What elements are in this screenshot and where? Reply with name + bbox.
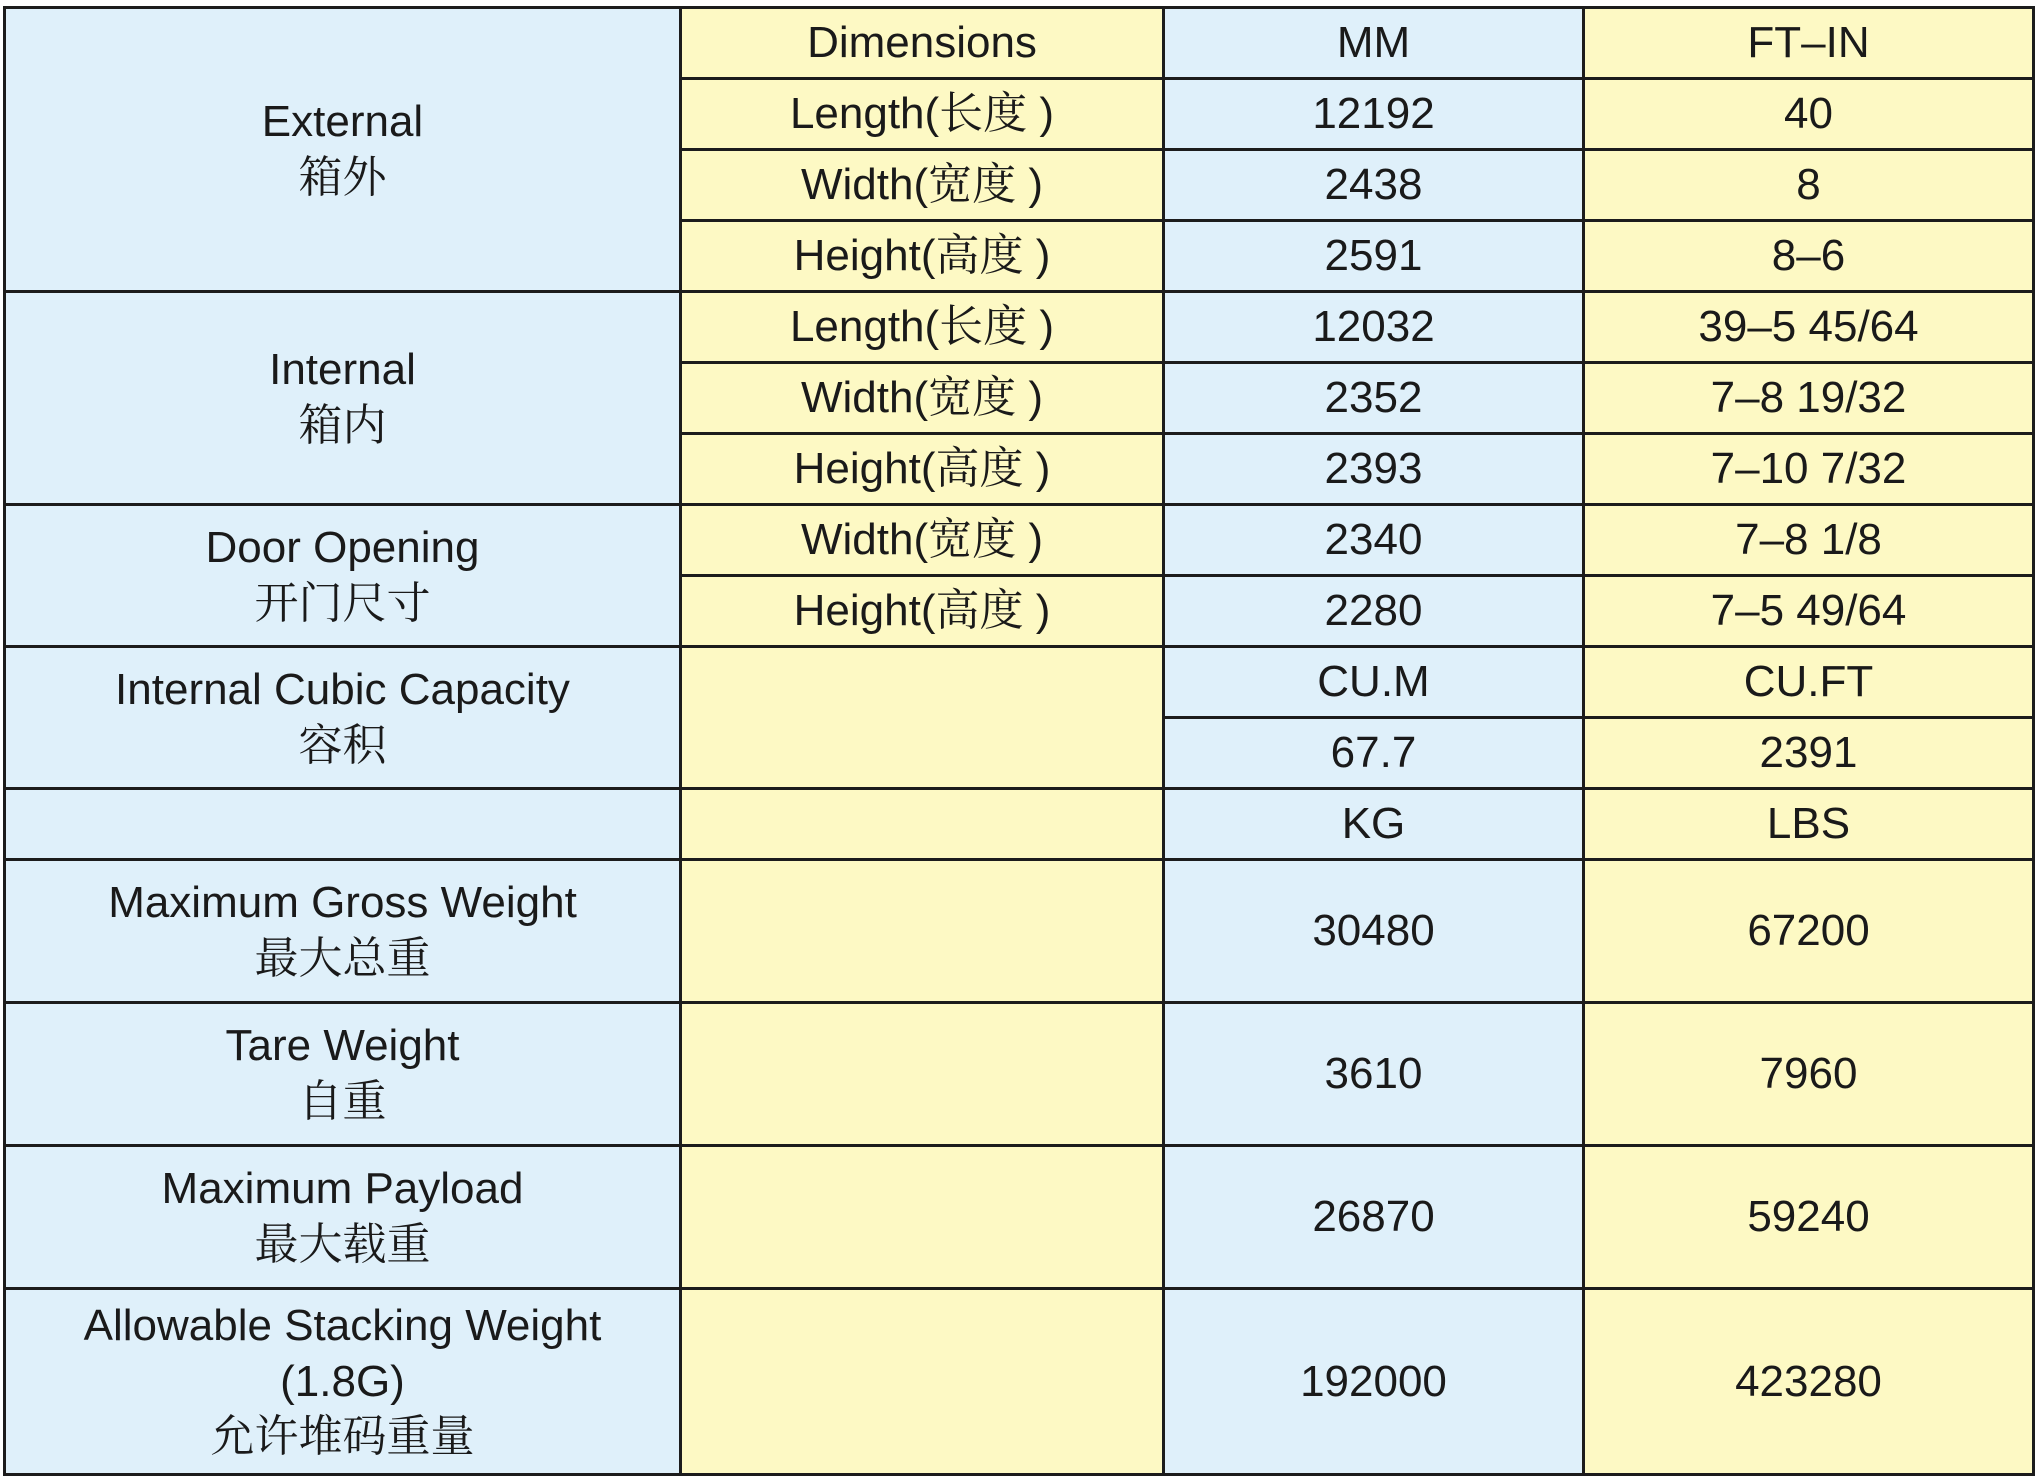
tare-weight-label xyxy=(5,1003,681,1146)
door-opening-label-zh: 开门尺寸 xyxy=(254,578,431,628)
internal-label-cell xyxy=(5,292,681,505)
door-width-ftin: 7–8 1/8 xyxy=(1584,505,2034,576)
ftin-header: FT–IN xyxy=(1584,8,2034,79)
weight-units-empty-dim xyxy=(681,789,1164,860)
tare-weight-label-en: Tare Weight xyxy=(225,1021,460,1071)
capacity-label-cell xyxy=(5,647,681,789)
door-height-ftin: 7–5 49/64 xyxy=(1584,576,2034,647)
external-label-en: External xyxy=(261,96,424,146)
max-gross-weight-lbs: 67200 xyxy=(1584,860,2034,1003)
weight-units-empty-label xyxy=(5,789,681,860)
door-height-mm: 2280 xyxy=(1164,576,1584,647)
weight-units-row xyxy=(5,789,2034,860)
external-height-ftin: 8–6 xyxy=(1584,221,2034,292)
weight-unit-lbs: LBS xyxy=(1584,789,2034,860)
header-row xyxy=(5,8,2034,79)
internal-height-ftin: 7–10 7/32 xyxy=(1584,434,2034,505)
max-payload-label xyxy=(5,1146,681,1289)
table-row xyxy=(5,1289,2034,1475)
max-gross-weight-kg: 30480 xyxy=(1164,860,1584,1003)
table-row xyxy=(5,1146,2034,1289)
max-payload-label-en: Maximum Payload xyxy=(161,1164,524,1214)
external-label-zh: 箱外 xyxy=(298,152,387,202)
max-gross-weight-empty xyxy=(681,860,1164,1003)
door-width-label: Width(宽度 ) xyxy=(681,505,1164,576)
stacking-weight-lbs: 423280 xyxy=(1584,1289,2034,1475)
max-gross-weight-label-zh: 最大总重 xyxy=(254,934,431,983)
stacking-weight-label-zh: 允许堆码重量 xyxy=(210,1412,475,1462)
capacity-empty-cell xyxy=(681,647,1164,789)
table-row xyxy=(5,505,2034,576)
external-width-ftin: 8 xyxy=(1584,150,2034,221)
door-height-label: Height(高度 ) xyxy=(681,576,1164,647)
stacking-weight-kg: 192000 xyxy=(1164,1289,1584,1475)
stacking-weight-label-g: (1.8G) xyxy=(280,1356,405,1406)
external-label-cell xyxy=(5,8,681,292)
external-height-label: Height(高度 ) xyxy=(681,221,1164,292)
capacity-label-en: Internal Cubic Capacity xyxy=(115,664,570,714)
stacking-weight-label-en: Allowable Stacking Weight xyxy=(83,1300,602,1350)
tare-weight-lbs: 7960 xyxy=(1584,1003,2034,1146)
external-length-mm: 12192 xyxy=(1164,79,1584,150)
tare-weight-empty xyxy=(681,1003,1164,1146)
internal-length-mm: 12032 xyxy=(1164,292,1584,363)
internal-height-mm: 2393 xyxy=(1164,434,1584,505)
stacking-weight-empty xyxy=(681,1289,1164,1475)
capacity-value-metric: 67.7 xyxy=(1164,718,1584,789)
tare-weight-label-zh: 自重 xyxy=(298,1077,387,1126)
max-gross-weight-label-en: Maximum Gross Weight xyxy=(108,878,577,928)
internal-length-ftin: 39–5 45/64 xyxy=(1584,292,2034,363)
max-payload-label-zh: 最大载重 xyxy=(254,1220,431,1269)
table-row xyxy=(5,292,2034,363)
capacity-unit-metric: CU.M xyxy=(1164,647,1584,718)
dimensions-header: Dimensions xyxy=(681,8,1164,79)
table-row xyxy=(5,1003,2034,1146)
external-length-label: Length(长度 ) xyxy=(681,79,1164,150)
internal-width-label: Width(宽度 ) xyxy=(681,363,1164,434)
weight-unit-kg: KG xyxy=(1164,789,1584,860)
internal-width-mm: 2352 xyxy=(1164,363,1584,434)
table-row xyxy=(5,647,2034,718)
tare-weight-kg: 3610 xyxy=(1164,1003,1584,1146)
external-width-mm: 2438 xyxy=(1164,150,1584,221)
internal-height-label: Height(高度 ) xyxy=(681,434,1164,505)
mm-header: MM xyxy=(1164,8,1584,79)
capacity-label-zh: 容积 xyxy=(298,720,387,770)
max-payload-empty xyxy=(681,1146,1164,1289)
max-gross-weight-label xyxy=(5,860,681,1003)
internal-label-en: Internal xyxy=(269,345,416,395)
max-payload-kg: 26870 xyxy=(1164,1146,1584,1289)
external-height-mm: 2591 xyxy=(1164,221,1584,292)
max-payload-lbs: 59240 xyxy=(1584,1146,2034,1289)
internal-width-ftin: 7–8 19/32 xyxy=(1584,363,2034,434)
internal-length-label: Length(长度 ) xyxy=(681,292,1164,363)
external-length-ftin: 40 xyxy=(1584,79,2034,150)
door-opening-label-en: Door Opening xyxy=(205,522,480,572)
external-width-label: Width(宽度 ) xyxy=(681,150,1164,221)
capacity-value-imperial: 2391 xyxy=(1584,718,2034,789)
stacking-weight-label xyxy=(5,1289,681,1475)
container-spec-table xyxy=(3,6,2035,1476)
table-row xyxy=(5,860,2034,1003)
capacity-unit-imperial: CU.FT xyxy=(1584,647,2034,718)
door-width-mm: 2340 xyxy=(1164,505,1584,576)
internal-label-zh: 箱内 xyxy=(298,401,387,450)
door-opening-label-cell xyxy=(5,505,681,647)
